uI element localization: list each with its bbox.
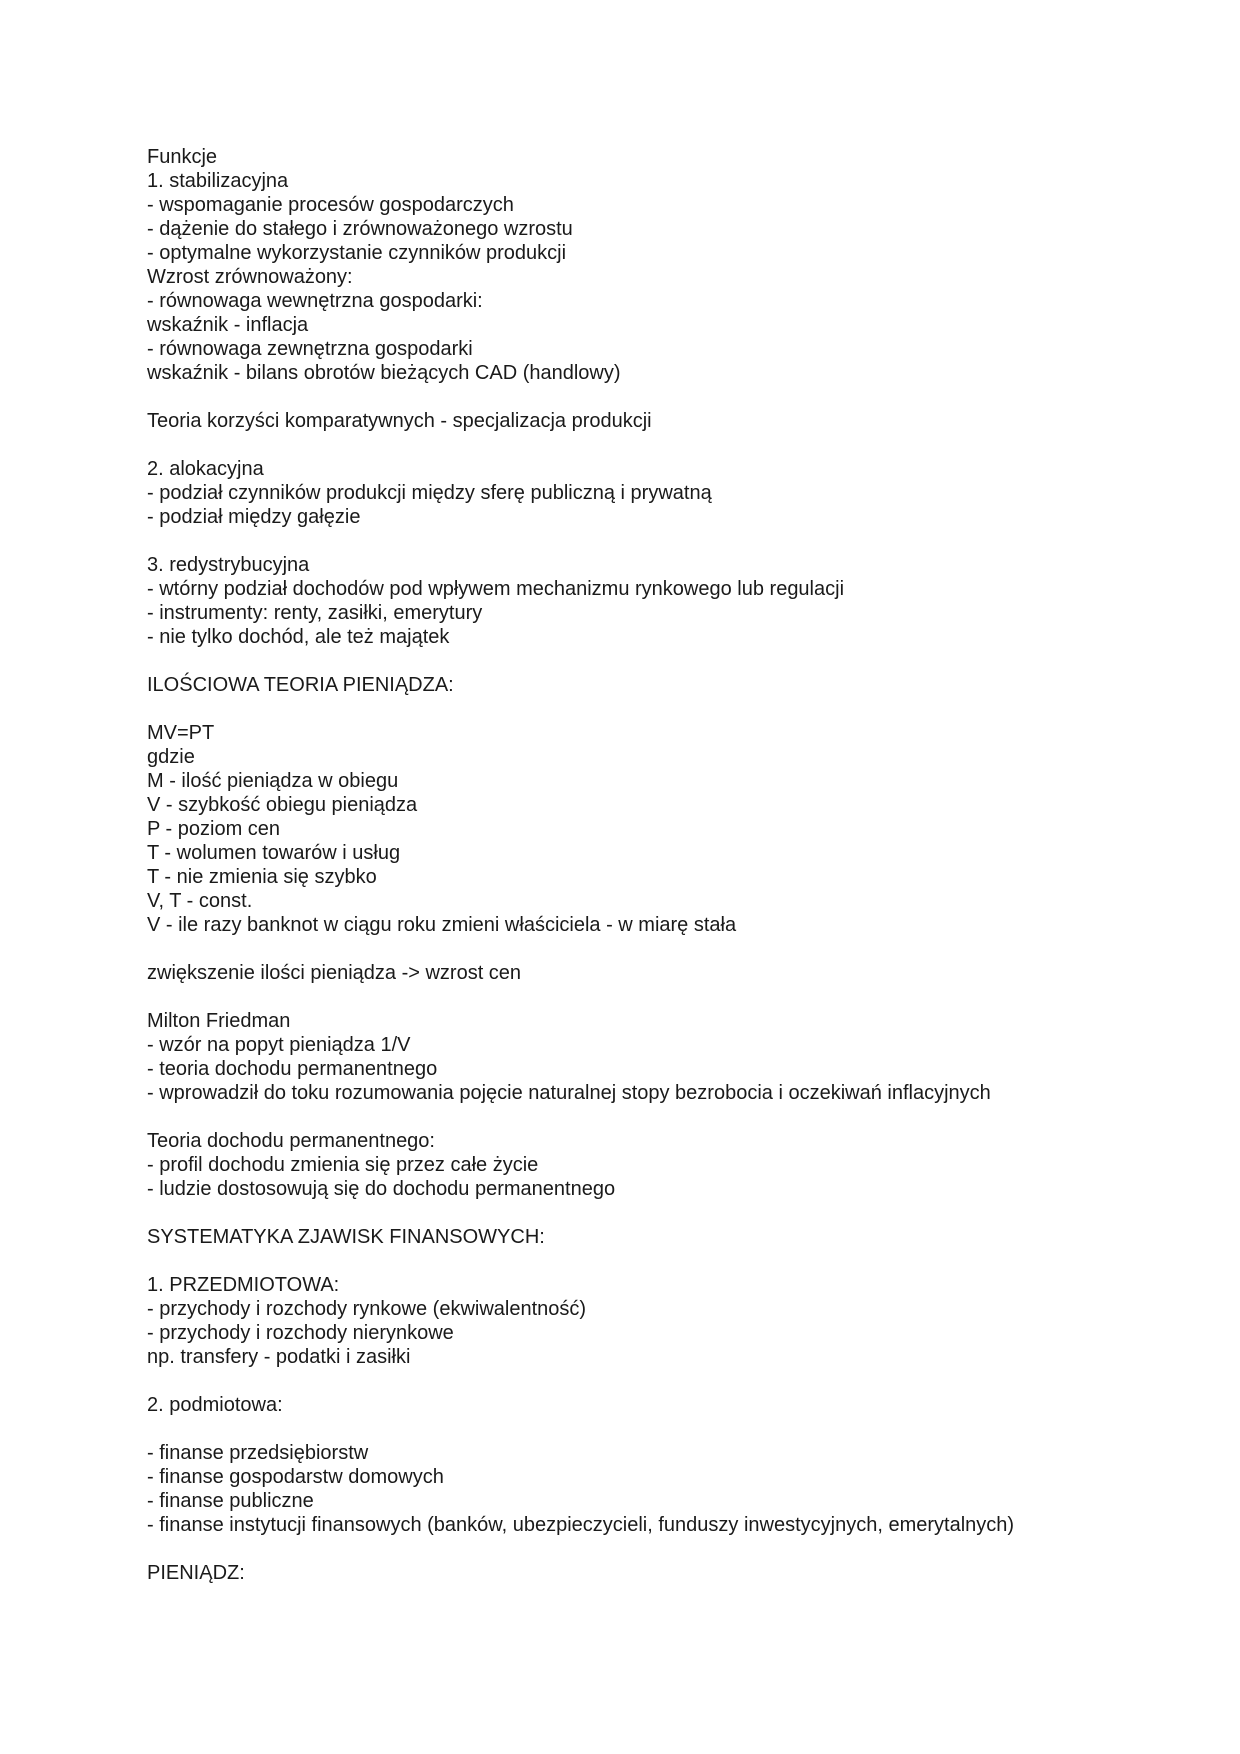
text-line: - przychody i rozchody nierynkowe [147,1322,454,1344]
text-line: V - ile razy banknot w ciągu roku zmieni właściciela - w miarę stała [147,914,737,936]
text-line: - optymalne wykorzystanie czynników produkcji [147,242,567,264]
text-line: - nie tylko dochód, ale też majątek [147,626,450,648]
text-line: - równowaga zewnętrzna gospodarki [147,338,473,360]
text-line: PIENIĄDZ: [147,1562,245,1584]
text-line: - podział między gałęzie [147,506,361,528]
text-line: - finanse instytucji finansowych (banków, ubezpieczycieli, funduszy inwestycyjnych, emerytalnych) [147,1514,1015,1536]
blank-line [147,1105,1147,1129]
text-line: - profil dochodu zmienia się przez całe życie [147,1154,539,1176]
text-line: zwiększenie ilości pieniądza -> wzrost cen [147,962,522,984]
blank-line [147,1201,1147,1225]
blank-line [147,1417,1147,1441]
blank-line [147,985,1147,1009]
text-line: np. transfery - podatki i zasiłki [147,1346,411,1368]
text-line: - przychody i rozchody rynkowe (ekwiwalentność) [147,1298,587,1320]
text-line: P - poziom cen [147,818,281,840]
blank-line [147,385,1147,409]
text-line: T - nie zmienia się szybko [147,866,377,888]
text-line: wskaźnik - inflacja [147,314,309,336]
text-line: 3. redystrybucyjna [147,554,310,576]
text-line: 1. stabilizacyjna [147,170,289,192]
text-line: T - wolumen towarów i usług [147,842,401,864]
text-line: ILOŚCIOWA TEORIA PIENIĄDZA: [147,674,454,696]
blank-line [147,1537,1147,1561]
text-line: Funkcje [147,146,218,168]
text-line: - instrumenty: renty, zasiłki, emerytury [147,602,483,624]
text-line: - dążenie do stałego i zrównoważonego wzrostu [147,218,573,240]
text-line: V - szybkość obiegu pieniądza [147,794,418,816]
blank-line [147,697,1147,721]
text-line: M - ilość pieniądza w obiegu [147,770,399,792]
text-line: - teoria dochodu permanentnego [147,1058,438,1080]
text-line: - finanse publiczne [147,1490,314,1512]
text-line: Wzrost zrównoważony: [147,266,353,288]
text-line: V, T - const. [147,890,253,912]
text-line: - wspomaganie procesów gospodarczych [147,194,514,216]
text-line: - ludzie dostosowują się do dochodu permanentnego [147,1178,616,1200]
blank-line [147,937,1147,961]
text-line: gdzie [147,746,195,768]
text-line: - wprowadził do toku rozumowania pojęcie naturalnej stopy bezrobocia i oczekiwań inflacyjnych [147,1082,991,1104]
text-line: - wzór na popyt pieniądza 1/V [147,1034,411,1056]
text-line: Teoria dochodu permanentnego: [147,1130,435,1152]
blank-line [147,1249,1147,1273]
text-line: Teoria korzyści komparatywnych - specjalizacja produkcji [147,410,652,432]
blank-line [147,649,1147,673]
text-line: - finanse gospodarstw domowych [147,1466,444,1488]
text-line: 2. podmiotowa: [147,1394,283,1416]
text-line: MV=PT [147,722,215,744]
text-line: Milton Friedman [147,1010,291,1032]
text-line: wskaźnik - bilans obrotów bieżących CAD (handlowy) [147,362,621,384]
blank-line [147,1369,1147,1393]
text-line: 2. alokacyjna [147,458,264,480]
text-line: - równowaga wewnętrzna gospodarki: [147,290,483,312]
text-line: - podział czynników produkcji między sferę publiczną i prywatną [147,482,712,504]
blank-line [147,529,1147,553]
text-line: - finanse przedsiębiorstw [147,1442,369,1464]
text-line: - wtórny podział dochodów pod wpływem mechanizmu rynkowego lub regulacji [147,578,845,600]
text-line: 1. PRZEDMIOTOWA: [147,1274,340,1296]
blank-line [147,433,1147,457]
document-body [147,145,1147,1585]
text-line: SYSTEMATYKA ZJAWISK FINANSOWYCH: [147,1226,545,1248]
